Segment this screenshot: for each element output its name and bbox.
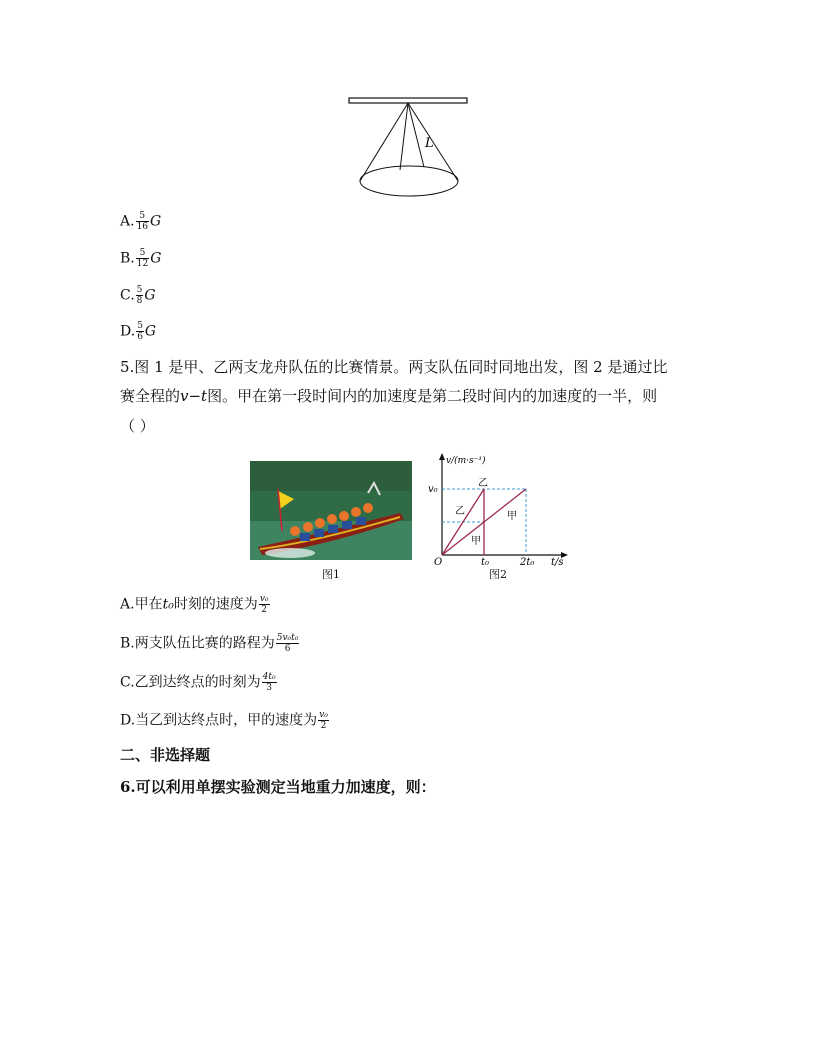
vt-graph — [425, 451, 575, 569]
q4-option-d[interactable]: D. $\frac{5}{6}$ G — [120, 321, 157, 342]
q5-stem-line1: 5.图 1 是甲、乙两支龙舟队伍的比赛情景。两支队伍同时同地出发，图 2 是通过比 — [120, 358, 668, 376]
dragon-boat-photo — [250, 461, 412, 560]
q6-stem: 6.可以利用单摆实验测定当地重力加速度，则： — [120, 778, 436, 796]
v0-tick: v₀ — [428, 484, 438, 495]
q5-option-c[interactable]: C.乙到达终点的时刻为 $\frac{\text{4t₀}}{3}$ — [120, 672, 276, 693]
t0-tick: t₀ — [481, 557, 490, 568]
2t0-tick: 2t₀ — [520, 557, 535, 568]
q5-stem-line2: 赛全程的v−t图。甲在第一段时间内的加速度是第二段时间内的加速度的一半，则 — [120, 387, 658, 405]
q5-option-d[interactable]: D.当乙到达终点时，甲的速度为 $\frac{\text{v₀}}{2}$ — [120, 710, 328, 731]
q4-option-b[interactable]: B. $\frac{5}{12}$ G — [120, 248, 162, 269]
q5-stem-line3: （ ） — [120, 417, 155, 435]
label-jia-low: 甲 — [471, 536, 481, 547]
origin-label: O — [434, 557, 443, 568]
figure1-caption: 图1 — [322, 568, 340, 581]
label-yi-mid: 乙 — [455, 506, 465, 517]
label-yi-top: 乙 — [478, 478, 488, 489]
cone-length-label: L — [425, 136, 434, 151]
cone-figure — [340, 95, 480, 200]
x-axis-label: t/s — [551, 557, 564, 568]
figure2-caption: 图2 — [489, 568, 507, 581]
q5-option-a[interactable]: A.甲在t₀时刻的速度为 $\frac{\text{v₀}}{2}$ — [120, 594, 269, 615]
section-title: 二、非选择题 — [120, 746, 211, 764]
label-jia-mid: 甲 — [507, 511, 517, 522]
q4-option-a[interactable]: A. $\frac{5}{16}$ G — [120, 211, 162, 232]
series-jia-2 — [484, 489, 526, 522]
q4-option-c[interactable]: C. $\frac{5}{8}$ G — [120, 285, 156, 306]
y-axis-label: v/(m·s⁻¹) — [446, 456, 486, 466]
q5-option-b[interactable]: B.两支队伍比赛的路程为 $\frac{\text{5v₀t₀}}{6}$ — [120, 633, 299, 654]
